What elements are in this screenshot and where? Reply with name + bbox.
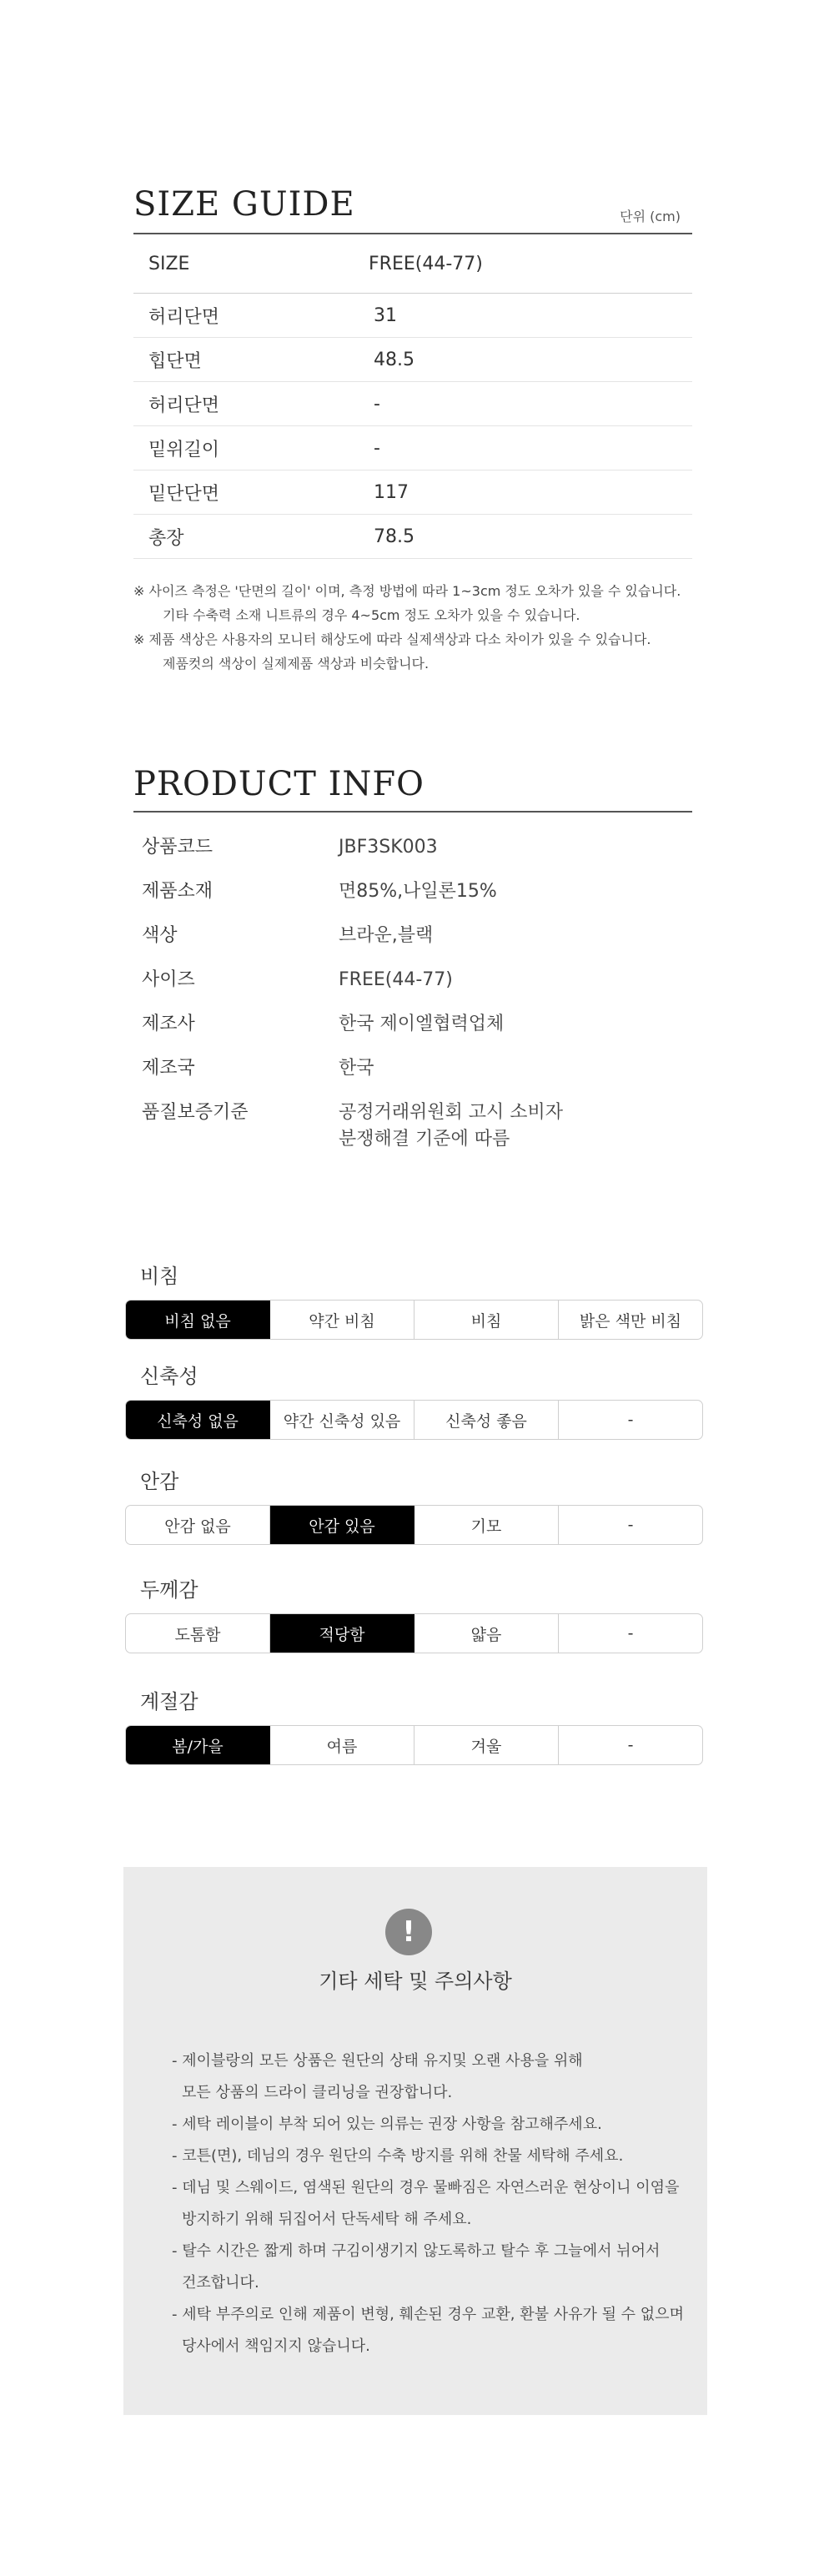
attribute-option: 기모 <box>414 1506 559 1544</box>
product-info-value: 한국 <box>339 1058 374 1079</box>
size-row-value: - <box>369 382 692 426</box>
product-info-label: 제조사 <box>142 1014 195 1034</box>
product-info-value: 공정거래위원회 고시 소비자 분쟁해결 기준에 따름 <box>339 1102 564 1150</box>
product-info-list <box>133 834 692 1153</box>
product-info-row <box>133 1099 692 1153</box>
attribute-option: 여름 <box>270 1726 414 1764</box>
product-info-row <box>133 923 692 949</box>
attribute-option: 도톰함 <box>126 1614 270 1653</box>
attribute-label: 신축성 <box>140 1365 198 1388</box>
attribute-option-selected: 신축성 없음 <box>126 1401 270 1439</box>
care-line: 건조합니다. <box>182 2274 259 2292</box>
size-row-value: 78.5 <box>369 515 692 559</box>
attribute-option: 신축성 좋음 <box>414 1401 559 1439</box>
care-line: - 데님 및 스웨이드, 염색된 원단의 경우 물빠짐은 자연스러운 현상이니 이염을 <box>172 2179 680 2196</box>
size-row-label: 허리단면 <box>133 382 369 426</box>
size-note: ※ 제품 색상은 사용자의 모니터 해상도에 따라 실제색상과 다소 차이가 있을 수 있습니다. <box>133 631 651 647</box>
care-line: - 세탁 레이블이 부착 되어 있는 의류는 권장 사항을 참고해주세요. <box>172 2116 602 2133</box>
care-line: 모든 상품의 드라이 클리닝을 권장합니다. <box>182 2084 453 2101</box>
size-row-value: 31 <box>369 294 692 338</box>
size-table <box>133 234 692 559</box>
attribute-group <box>125 1687 703 1765</box>
product-info-label: 품질보증기준 <box>142 1102 249 1123</box>
attribute-group <box>125 1575 703 1653</box>
size-table-row <box>133 294 692 338</box>
size-table-header-row <box>133 234 692 294</box>
attribute-label: 비침 <box>140 1265 179 1288</box>
product-info-label: 사이즈 <box>142 969 195 990</box>
size-notes <box>133 579 692 676</box>
size-note: 제품컷의 색상이 실제제품 색상과 비슷합니다. <box>163 656 430 672</box>
size-row-label: 허리단면 <box>133 294 369 338</box>
size-row-value: 48.5 <box>369 338 692 382</box>
attribute-option: - <box>627 1736 634 1754</box>
size-row-value: 117 <box>369 470 692 515</box>
attribute-options <box>125 1725 703 1765</box>
product-info-title: PRODUCT INFO <box>133 765 425 803</box>
attribute-label: 계절감 <box>140 1690 198 1713</box>
attribute-option: - <box>627 1516 634 1534</box>
product-info-label: 제조국 <box>142 1058 195 1079</box>
attribute-option-selected: 봄/가을 <box>126 1726 270 1764</box>
size-unit-label: 단위 (cm) <box>620 209 681 224</box>
attribute-label: 두께감 <box>140 1578 198 1602</box>
attribute-options <box>125 1505 703 1545</box>
attribute-option: 약간 비침 <box>270 1301 414 1339</box>
care-line: - 세탁 부주의로 인해 제품이 변형, 훼손된 경우 교환, 환불 사유가 될 수 없으며 <box>172 2306 684 2323</box>
care-line: - 코튼(면), 데님의 경우 원단의 수축 방지를 위해 찬물 세탁해 주세요. <box>172 2147 624 2165</box>
attribute-option: - <box>627 1624 634 1643</box>
care-line: 당사에서 책임지지 않습니다. <box>182 2337 370 2355</box>
size-row-label: 총장 <box>133 515 369 559</box>
exclamation-icon: ! <box>385 1909 432 1955</box>
care-title: 기타 세탁 및 주의사항 <box>319 1970 512 1993</box>
product-info-section <box>133 767 692 1170</box>
product-info-label: 색상 <box>142 925 178 946</box>
product-info-row <box>133 834 692 861</box>
care-list <box>172 2045 689 2362</box>
attribute-option-selected: 비침 없음 <box>126 1301 270 1339</box>
attribute-group <box>125 1467 703 1545</box>
product-info-value: 브라운,블랙 <box>339 925 434 946</box>
care-instructions-box <box>123 1867 707 2415</box>
size-table-row <box>133 426 692 470</box>
attribute-option: 약간 신축성 있음 <box>270 1401 414 1439</box>
attribute-option-selected: 적당함 <box>270 1614 414 1653</box>
product-info-value: JBF3SK003 <box>339 837 438 858</box>
product-info-value: 면85%,나일론15% <box>339 881 497 902</box>
attribute-options <box>125 1400 703 1440</box>
size-table-row <box>133 382 692 426</box>
care-line: 방지하기 위해 뒤집어서 단독세탁 해 주세요. <box>182 2211 472 2228</box>
attribute-option: 얇음 <box>414 1614 559 1653</box>
attribute-option: 비침 <box>414 1301 559 1339</box>
care-line: - 제이블랑의 모든 상품은 원단의 상태 유지및 오랜 사용을 위해 <box>172 2052 583 2070</box>
size-note: 기타 수축력 소재 니트류의 경우 4~5cm 정도 오차가 있을 수 있습니다. <box>163 607 580 623</box>
product-info-row <box>133 878 692 905</box>
product-info-value: 한국 제이엘협력업체 <box>339 1014 505 1034</box>
size-table-row <box>133 338 692 382</box>
size-header-value: FREE(44-77) <box>369 234 692 294</box>
care-line: - 탈수 시간은 짧게 하며 구김이생기지 않도록하고 탈수 후 그늘에서 뉘어서 <box>172 2242 661 2260</box>
product-info-row <box>133 967 692 994</box>
product-info-row <box>133 1011 692 1038</box>
size-table-row <box>133 515 692 559</box>
size-header-label: SIZE <box>133 234 369 294</box>
attribute-options <box>125 1613 703 1653</box>
attribute-option: - <box>627 1411 634 1429</box>
product-info-divider <box>133 811 692 813</box>
size-note: ※ 사이즈 측정은 '단면의 길이' 이며, 측정 방법에 따라 1~3cm 정도 오차가 있을 수 있습니다. <box>133 583 681 599</box>
size-row-value: - <box>369 426 692 470</box>
product-info-value: FREE(44-77) <box>339 969 453 990</box>
size-row-label: 힙단면 <box>133 338 369 382</box>
attribute-option: 겨울 <box>414 1726 559 1764</box>
product-info-label: 제품소재 <box>142 881 214 902</box>
size-row-label: 밑단단면 <box>133 470 369 515</box>
size-table-row <box>133 470 692 515</box>
attribute-option: 밝은 색만 비침 <box>579 1311 682 1331</box>
product-info-label: 상품코드 <box>142 837 214 858</box>
size-guide-title: SIZE GUIDE <box>133 185 355 224</box>
attribute-options <box>125 1300 703 1340</box>
size-guide-section <box>133 185 692 676</box>
attribute-group <box>125 1361 703 1440</box>
attribute-group <box>125 1261 703 1340</box>
size-row-label: 밑위길이 <box>133 426 369 470</box>
attribute-label: 안감 <box>140 1470 179 1493</box>
attribute-option-selected: 안감 있음 <box>270 1506 414 1544</box>
product-info-row <box>133 1055 692 1082</box>
attribute-option: 안감 없음 <box>126 1506 270 1544</box>
